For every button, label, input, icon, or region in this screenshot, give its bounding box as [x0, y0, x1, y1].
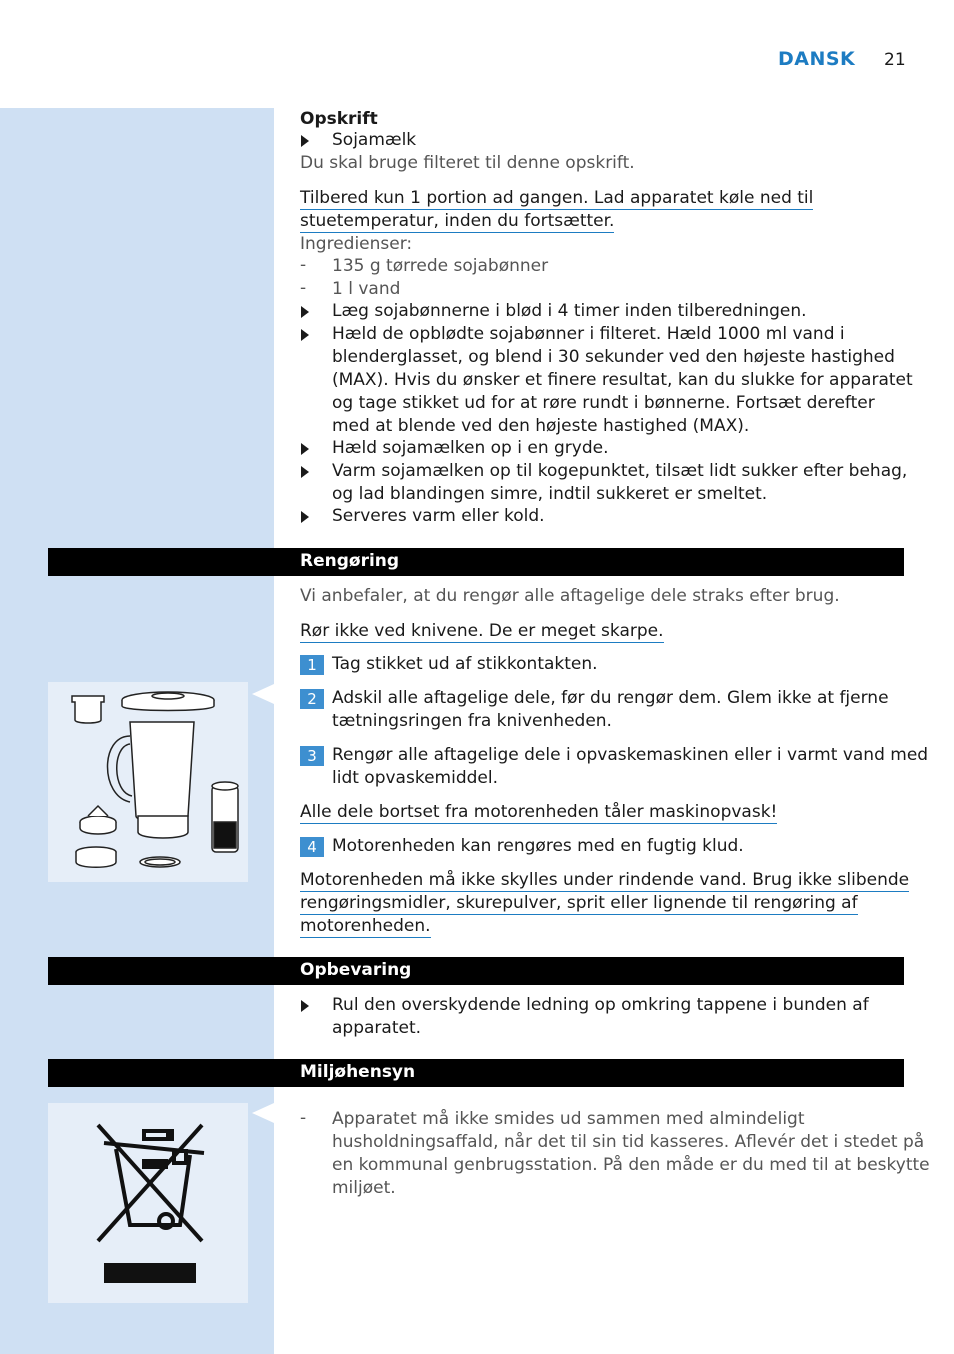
dishwasher-note: Alle dele bortset fra motorenheden tåler maskinopvask!: [300, 802, 778, 822]
environment-text: miljøet.: [332, 1178, 396, 1198]
recipe-step: Varm sojamælken op til kogepunktet, tilsæt lidt sukker efter behag,: [332, 461, 908, 481]
recipe-step: Hæld sojamælken op i en gryde.: [332, 438, 609, 458]
recipe-step: Læg sojabønnerne i blød i 4 timer inden tilberedningen.: [332, 301, 807, 321]
cleaning-intro: Vi anbefaler, at du rengør alle aftagelige dele straks efter brug.: [300, 586, 840, 606]
section-band-environment: [48, 1059, 904, 1087]
cleaning-step: Rengør alle aftagelige dele i opvaskemaskinen eller i varmt vand med: [332, 745, 929, 765]
storage-text: Rul den overskydende ledning op omkring tappene i bunden af: [332, 995, 869, 1015]
recipe-title: Opskrift: [300, 109, 378, 129]
cleaning-step: Adskil alle aftagelige dele, før du rengør dem. Glem ikke at fjerne: [332, 688, 889, 708]
bullet-icon: [301, 135, 309, 147]
weee-bar: [104, 1263, 196, 1283]
bullet-icon: [301, 1000, 309, 1012]
cleaning-step: tætningsringen fra knivenheden.: [332, 711, 612, 731]
recipe-step: med at blende ved den højeste hastighed (MAX).: [332, 416, 750, 436]
bullet-icon: [301, 329, 309, 341]
motor-warning-line: motorenheden.: [300, 916, 431, 936]
ingredient-item: 1 l vand: [332, 279, 401, 299]
crossed-bin-icon: [48, 1103, 248, 1303]
motor-warning-line: Motorenheden må ikke skylles under rindende vand. Brug ikke slibende: [300, 870, 910, 890]
section-band-storage: [48, 957, 904, 985]
bullet-icon: [301, 511, 309, 523]
step-number-badge: 3: [300, 746, 324, 766]
recipe-step: og tage stikket ud for at røre rundt i bønnerne. Fortsæt derefter: [332, 393, 875, 413]
page-number: 21: [884, 50, 906, 70]
blender-parts-illustration: [48, 682, 248, 882]
recipe-step: Serveres varm eller kold.: [332, 506, 545, 526]
recipe-item: Sojamælk: [332, 130, 417, 150]
pointer-arrow: [252, 1103, 274, 1123]
bullet-icon: [301, 306, 309, 318]
language-label: DANSK: [778, 48, 856, 70]
step-number-badge: 1: [300, 655, 324, 675]
section-title: Opbevaring: [300, 960, 412, 980]
recipe-step: og lad blandingen simre, indtil sukkeret er smeltet.: [332, 484, 768, 504]
recipe-step: blenderglasset, og blend i 30 sekunder ved den højeste hastighed: [332, 347, 895, 367]
storage-text: apparatet.: [332, 1018, 422, 1038]
bullet-icon: [301, 443, 309, 455]
section-title: Rengøring: [300, 551, 400, 571]
step-number-badge: 4: [300, 837, 324, 857]
recipe-step: (MAX). Hvis du ønsker et finere resultat, kan du slukke for apparatet: [332, 370, 913, 390]
recipe-step: Hæld de opblødte sojabønner i filteret. Hæld 1000 ml vand i: [332, 324, 845, 344]
weee-bin-illustration: [48, 1103, 248, 1303]
dash-mark: -: [300, 255, 307, 275]
pointer-arrow: [252, 684, 274, 704]
blender-parts-icon: [48, 682, 248, 882]
section-title: Miljøhensyn: [300, 1062, 416, 1082]
cleaning-step: Tag stikket ud af stikkontakten.: [332, 654, 598, 674]
dash-mark: -: [300, 278, 307, 298]
section-band-cleaning: [48, 548, 904, 576]
step-number-badge: 2: [300, 689, 324, 709]
ingredient-item: 135 g tørrede sojabønner: [332, 256, 549, 276]
cleaning-step: Motorenheden kan rengøres med en fugtig klud.: [332, 836, 744, 856]
environment-text: en kommunal genbrugsstation. På den måde er du med til at beskytte: [332, 1155, 930, 1175]
bullet-icon: [301, 466, 309, 478]
motor-warning-line: rengøringsmidler, skurepulver, sprit eller lignende til rengøring af: [300, 893, 858, 913]
cleaning-warning: Rør ikke ved knivene. De er meget skarpe.: [300, 621, 664, 641]
environment-text: husholdningsaffald, når det til sin tid kasseres. Aflevér det i stedet på: [332, 1132, 925, 1152]
cleaning-step: lidt opvaskemiddel.: [332, 768, 498, 788]
recipe-warning-line-1: Tilbered kun 1 portion ad gangen. Lad apparatet køle ned til: [300, 188, 814, 208]
dash-mark: -: [300, 1108, 307, 1128]
filter-note: Du skal bruge filteret til denne opskrift.: [300, 153, 635, 173]
recipe-warning-line-2: stuetemperatur, inden du fortsætter.: [300, 211, 615, 231]
environment-text: Apparatet må ikke smides ud sammen med almindeligt: [332, 1109, 805, 1129]
ingredients-label: Ingredienser:: [300, 234, 413, 254]
